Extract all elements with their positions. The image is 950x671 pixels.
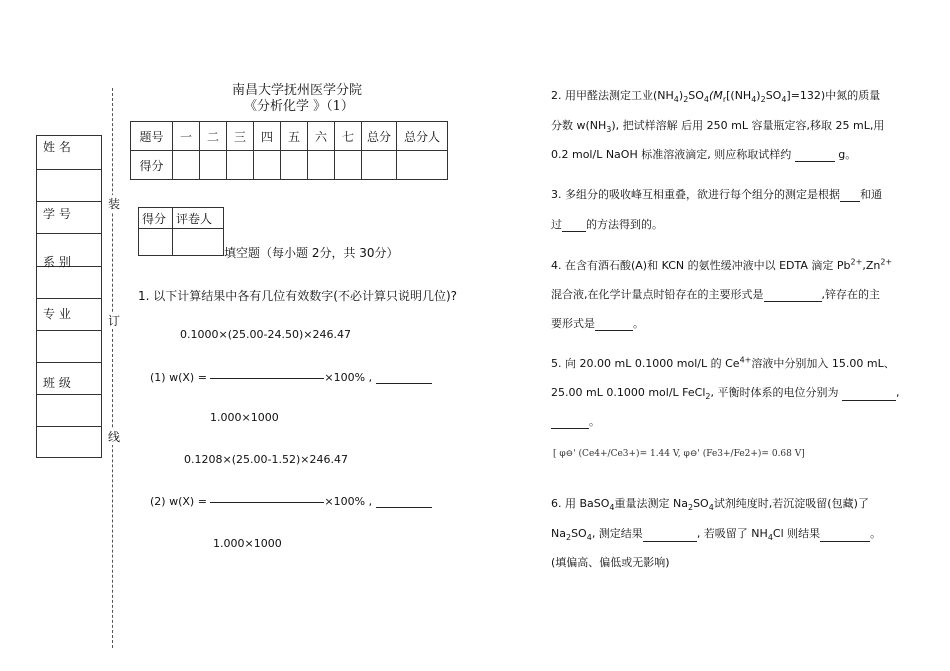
q6-text: 试剂纯度时,若沉淀吸留(包藏)了 <box>713 497 869 510</box>
q2-line1 <box>551 87 880 104</box>
q4-line3 <box>551 315 644 331</box>
q5-text: 5. 向 20.00 mL 0.1000 mol/L 的 Ce <box>551 357 740 370</box>
binding-char-xian: 线 <box>108 430 121 444</box>
score-cell[interactable] <box>254 151 281 180</box>
q5-line3 <box>551 413 600 429</box>
superscript: 4+ <box>739 355 752 365</box>
score-table-score-row <box>131 151 448 180</box>
q1a-rhs: ×100% , <box>324 371 373 384</box>
q1a-answer-blank[interactable] <box>376 370 432 384</box>
q2-text: (M <box>709 89 723 102</box>
q1b-fraction-bar <box>210 502 324 503</box>
subscript: 2 <box>683 95 689 105</box>
q2-line3 <box>551 146 856 162</box>
q5-text: 溶液中分别加入 15.00 mL、 <box>751 357 895 370</box>
q2-text: 0.2 mol/L NaOH 标准溶液滴定, 则应称取试样约 <box>551 148 792 161</box>
name-value-cell[interactable] <box>37 170 101 202</box>
score-cell[interactable] <box>397 151 448 180</box>
q5-answer-blank-2[interactable] <box>551 416 589 429</box>
q3-line1 <box>551 186 882 202</box>
subscript: 4 <box>703 95 710 105</box>
q2-text: g。 <box>838 148 857 161</box>
q1b-rhs: ×100% , <box>324 495 373 508</box>
q3-text: 和通 <box>860 188 882 201</box>
col-total-grader: 总分人 <box>397 122 448 151</box>
class-value-cell[interactable] <box>37 395 101 427</box>
q4-text: 混合液,在化学计量点时铅存在的主要形式是 <box>551 288 764 301</box>
q2-text: [(NH <box>726 89 752 102</box>
q2-text: ) <box>678 89 684 102</box>
score-table <box>130 121 448 180</box>
grader-label: 评卷人 <box>173 208 224 229</box>
q4-text: 要形式是 <box>551 317 595 330</box>
q6-text: , 测定结果 <box>591 527 643 540</box>
col-7: 七 <box>335 122 362 151</box>
score-cell[interactable] <box>173 151 200 180</box>
q3-answer-blank-1[interactable] <box>840 189 860 202</box>
q1a-numerator: 0.1000×(25.00-24.50)×246.47 <box>180 328 351 341</box>
q6-answer-blank-2[interactable] <box>820 529 870 542</box>
q6-text: 。 <box>870 527 882 540</box>
q5-line2 <box>551 384 899 401</box>
dept-label: 系 别 <box>43 255 71 269</box>
q5-line1 <box>551 355 895 371</box>
q3-text: 过 <box>551 218 562 231</box>
q1b-equation <box>150 494 432 508</box>
q1b-lhs: (2) w(X) = <box>150 495 207 508</box>
q5-answer-blank-1[interactable] <box>842 388 896 401</box>
subscript: 4 <box>609 503 615 513</box>
score-cell[interactable] <box>281 151 308 180</box>
binding-line <box>112 88 113 648</box>
score-cell[interactable] <box>200 151 227 180</box>
subscript: 4 <box>708 503 714 513</box>
subscript: 4 <box>751 95 757 105</box>
major-value-cell[interactable] <box>37 331 101 363</box>
col-5: 五 <box>281 122 308 151</box>
subscript: 4 <box>586 533 592 543</box>
score-label: 得分 <box>131 151 173 180</box>
name-label-cell <box>37 136 101 170</box>
grader-score-cell[interactable] <box>139 229 173 256</box>
q5-text: 25.00 mL 0.1000 mol/L FeCl <box>551 386 706 399</box>
q6-text: Cl 则结果 <box>772 527 821 540</box>
grader-table-header <box>139 208 224 229</box>
q4-line2 <box>551 286 880 302</box>
q4-text: 4. 在含有酒石酸(A)和 KCN 的氨性缓冲液中以 EDTA 滴定 Pb <box>551 259 851 272</box>
col-2: 二 <box>200 122 227 151</box>
subscript: 2 <box>760 95 766 105</box>
q5-text: 。 <box>589 415 600 428</box>
major-label-cell <box>37 299 101 331</box>
extra-cell[interactable] <box>37 427 101 457</box>
dept-value-cell[interactable] <box>37 267 101 299</box>
col-4: 四 <box>254 122 281 151</box>
q6-answer-blank-1[interactable] <box>643 529 697 542</box>
question-number-label: 题号 <box>131 122 173 151</box>
subscript: 2 <box>565 533 572 543</box>
q6-text: , 若吸留了 NH <box>696 527 768 540</box>
q2-text: SO <box>765 89 782 102</box>
q1b-numerator: 0.1208×(25.00-1.52)×246.47 <box>184 453 348 466</box>
q2-text: 分数 w(NH <box>551 119 607 132</box>
score-cell[interactable] <box>362 151 397 180</box>
q1a-lhs: (1) w(X) = <box>150 371 207 384</box>
q4-answer-blank-1[interactable] <box>764 289 822 302</box>
superscript: 2+ <box>850 257 863 267</box>
q3-answer-blank-2[interactable] <box>562 219 586 232</box>
subscript: 4 <box>673 95 679 105</box>
name-label: 姓 名 <box>43 140 71 154</box>
q6-text: Na <box>551 527 566 540</box>
q1-prompt: 1. 以下计算结果中各有几位有效数字(不必计算只说明几位)? <box>138 289 457 303</box>
col-total: 总分 <box>362 122 397 151</box>
q2-text: ), 把试样溶解 后用 250 mL 容量瓶定容,移取 25 mL,用 <box>611 119 885 132</box>
q6-line2 <box>551 525 881 542</box>
col-1: 一 <box>173 122 200 151</box>
q1a-equation <box>150 370 432 384</box>
grader-score-label: 得分 <box>139 208 173 229</box>
school-title: 南昌大学抚州医学分院 <box>232 83 363 98</box>
q2-text: 2. 用甲醛法测定工业(NH <box>551 89 674 102</box>
q2-line2 <box>551 117 884 134</box>
course-title: 《分析化学 》（1） <box>244 99 354 114</box>
q5-text: , 平衡时体系的电位分别为 <box>710 386 839 399</box>
grader-table <box>138 207 224 256</box>
q6-line3: (填偏高、偏低或无影响) <box>551 556 670 569</box>
q1a-denominator: 1.000×1000 <box>210 411 279 424</box>
major-label: 专 业 <box>43 307 71 321</box>
q2-answer-blank[interactable] <box>795 149 835 162</box>
binding-char-ding: 订 <box>108 314 121 328</box>
score-cell[interactable] <box>335 151 362 180</box>
id-label: 学 号 <box>43 207 71 221</box>
score-cell[interactable] <box>308 151 335 180</box>
q3-text: 的方法得到的。 <box>586 218 663 231</box>
q5-text: , <box>895 386 900 399</box>
q3-text: 3. 多组分的吸收峰互相重叠，欲进行每个组分的测定是根据 <box>551 188 840 201</box>
col-3: 三 <box>227 122 254 151</box>
binding-char-zhuang: 装 <box>108 197 121 211</box>
q2-text: ) <box>756 89 761 102</box>
subscript: r <box>722 95 727 105</box>
grader-name-cell[interactable] <box>173 229 224 256</box>
q4-answer-blank-2[interactable] <box>595 318 633 331</box>
score-cell[interactable] <box>227 151 254 180</box>
q6-text: SO <box>693 497 709 510</box>
q2-text: ]=132)中氮的质量 <box>786 89 881 102</box>
q4-text: ,Zn <box>862 259 881 272</box>
grader-table-values <box>139 229 224 256</box>
subscript: 4 <box>781 95 787 105</box>
q6-text: 重量法测定 Na <box>614 497 688 510</box>
col-6: 六 <box>308 122 335 151</box>
q4-line1 <box>551 257 892 273</box>
subscript: 4 <box>767 533 773 543</box>
section1-title: 填空题（每小题 2分，共 30分） <box>224 246 399 260</box>
student-info-box <box>36 135 102 458</box>
subscript: 3 <box>606 125 612 135</box>
dept-label-cell <box>37 234 101 267</box>
class-label-cell <box>37 363 101 395</box>
id-label-cell <box>37 202 101 234</box>
class-label: 班 级 <box>43 376 71 390</box>
subscript: 2 <box>705 392 711 402</box>
score-table-header-row <box>131 122 448 151</box>
q1b-answer-blank[interactable] <box>376 494 432 508</box>
q3-line2 <box>551 216 663 232</box>
q5-formula: [ φ⊖' (Ce4+/Ce3+)= 1.44 V, φ⊖' (Fe3+/Fe2+)= 0.68 V] <box>553 449 805 459</box>
subscript: 2 <box>687 503 694 513</box>
q1a-fraction-bar <box>210 378 324 379</box>
q1b-denominator: 1.000×1000 <box>213 537 282 550</box>
q2-text: SO <box>688 89 704 102</box>
q6-text: 6. 用 BaSO <box>551 497 610 510</box>
q6-line1 <box>551 495 869 512</box>
q6-text: SO <box>571 527 587 540</box>
q4-text: 。 <box>633 317 644 330</box>
superscript: 2+ <box>880 257 893 267</box>
q4-text: ,锌存在的主 <box>821 288 880 301</box>
